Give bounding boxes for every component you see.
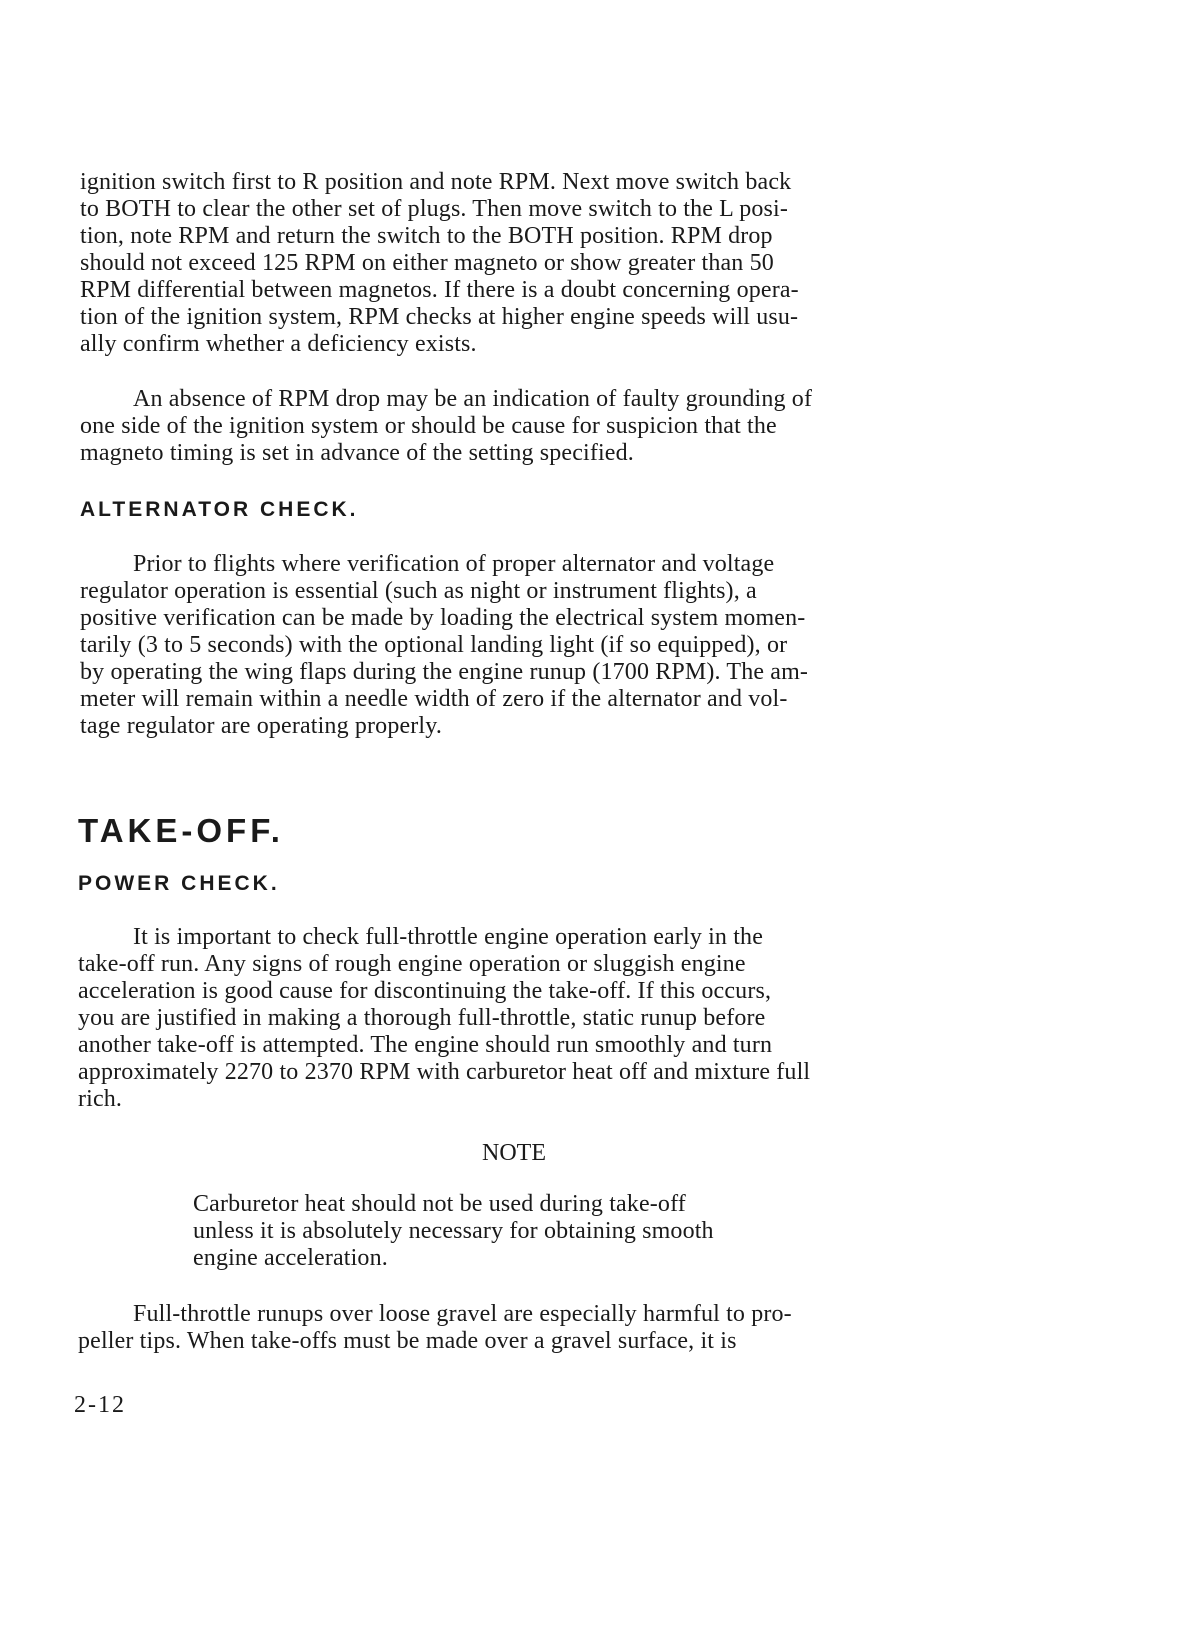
text-line: unless it is absolutely necessary for obtaining smooth [193,1218,714,1244]
text-line: rich. [78,1086,123,1112]
text-line: positive verification can be made by loading the electrical system momen- [80,605,806,631]
text-line: should not exceed 125 RPM on either magneto or show greater than 50 [80,250,774,276]
text-line: one side of the ignition system or should be cause for suspicion that the [80,413,777,439]
text-line: Carburetor heat should not be used during take-off [193,1191,686,1217]
text-line: tion of the ignition system, RPM checks at higher engine speeds will usu- [80,304,799,330]
text-line: magneto timing is set in advance of the setting specified. [80,440,634,466]
text-line: tarily (3 to 5 seconds) with the optional landing light (if so equipped), or [80,632,788,658]
alternator-check-heading: ALTERNATOR CHECK. [80,498,359,521]
text-line: by operating the wing flaps during the engine runup (1700 RPM). The am- [80,659,809,685]
text-line: tage regulator are operating properly. [80,713,442,739]
text-line: another take-off is attempted. The engine should run smoothly and turn [78,1032,773,1058]
text-line: regulator operation is essential (such as night or instrument flights), a [80,578,757,604]
text-line: RPM differential between magnetos. If there is a doubt concerning opera- [80,277,799,303]
text-line: Prior to flights where verification of proper alternator and voltage [133,551,775,577]
power-check-heading: POWER CHECK. [78,872,280,895]
text-line: acceleration is good cause for discontinuing the take-off. If this occurs, [78,978,772,1004]
page-number: 2-12 [74,1392,126,1418]
text-line: peller tips. When take-offs must be made over a gravel surface, it is [78,1328,737,1354]
text-line: take-off run. Any signs of rough engine operation or sluggish engine [78,951,746,977]
text-line: engine acceleration. [193,1245,388,1271]
text-line: It is important to check full-throttle engine operation early in the [133,924,764,950]
text-line: meter will remain within a needle width of zero if the alternator and vol- [80,686,788,712]
text-line: you are justified in making a thorough full-throttle, static runup before [78,1005,766,1031]
text-line: ally confirm whether a deficiency exists. [80,331,477,357]
take-off-heading: TAKE-OFF. [78,812,284,849]
text-line: ignition switch first to R position and note RPM. Next move switch back [80,169,792,195]
text-line: An absence of RPM drop may be an indication of faulty grounding of [133,386,813,412]
text-line: tion, note RPM and return the switch to the BOTH position. RPM drop [80,223,773,249]
text-line: to BOTH to clear the other set of plugs. Then move switch to the L posi- [80,196,788,222]
text-line: approximately 2270 to 2370 RPM with carburetor heat off and mixture full [78,1059,811,1085]
text-line: Full-throttle runups over loose gravel are especially harmful to pro- [133,1301,792,1327]
note-title: NOTE [482,1140,546,1166]
